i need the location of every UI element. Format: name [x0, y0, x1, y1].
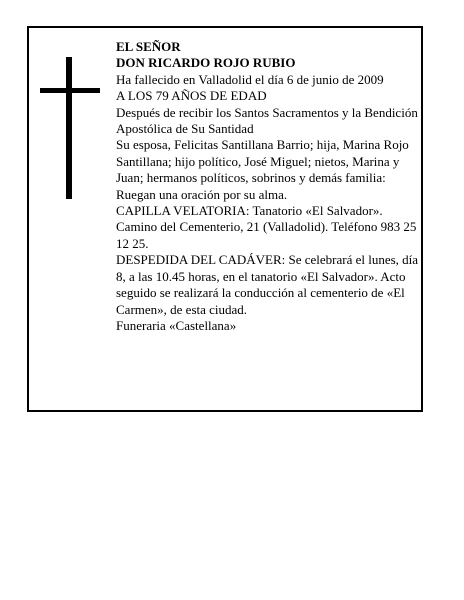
- prayer-request: Ruegan una oración por su alma.: [116, 186, 288, 202]
- chapel-info: CAPILLA VELATORIA: Tanatorio «El Salvador». Camino del Cementerio, 21 (Valladolid). Teléfono 983 25 12 25.: [116, 203, 417, 251]
- farewell-info: DESPEDIDA DEL CADÁVER: Se celebrará el lunes, día 8, a las 10.45 horas, en el tanatorio «El Salvador». Acto seguido se realizará la conducción al cementerio de «El Carmen», de esta ciudad.: [116, 252, 419, 317]
- sacraments-line: Después de recibir los Santos Sacramentos y la Bendición Apostólica de Su Santidad: [116, 104, 418, 137]
- deceased-name: DON RICARDO ROJO RUBIO: [116, 55, 296, 71]
- notice-text: [116, 39, 421, 334]
- title-line-1: EL SEÑOR: [116, 39, 181, 54]
- family-paragraph: Su esposa, Felicitas Santillana Barrio; hija, Marina Rojo Santillana; hijo político, José Miguel; nietos, Marina y Juan; hermanos políticos, sobrinos y demás familia:: [116, 137, 409, 186]
- cross-vertical-bar: [66, 57, 72, 199]
- cross-horizontal-bar: [40, 88, 100, 93]
- funeral-home: Funeraria «Castellana»: [116, 317, 237, 333]
- death-date-line: Ha fallecido en Valladolid el día 6 de junio de 2009: [116, 71, 384, 87]
- obituary-notice: [27, 26, 423, 412]
- cross-icon: [40, 57, 100, 199]
- age-line: A LOS 79 AÑOS DE EDAD: [116, 88, 267, 104]
